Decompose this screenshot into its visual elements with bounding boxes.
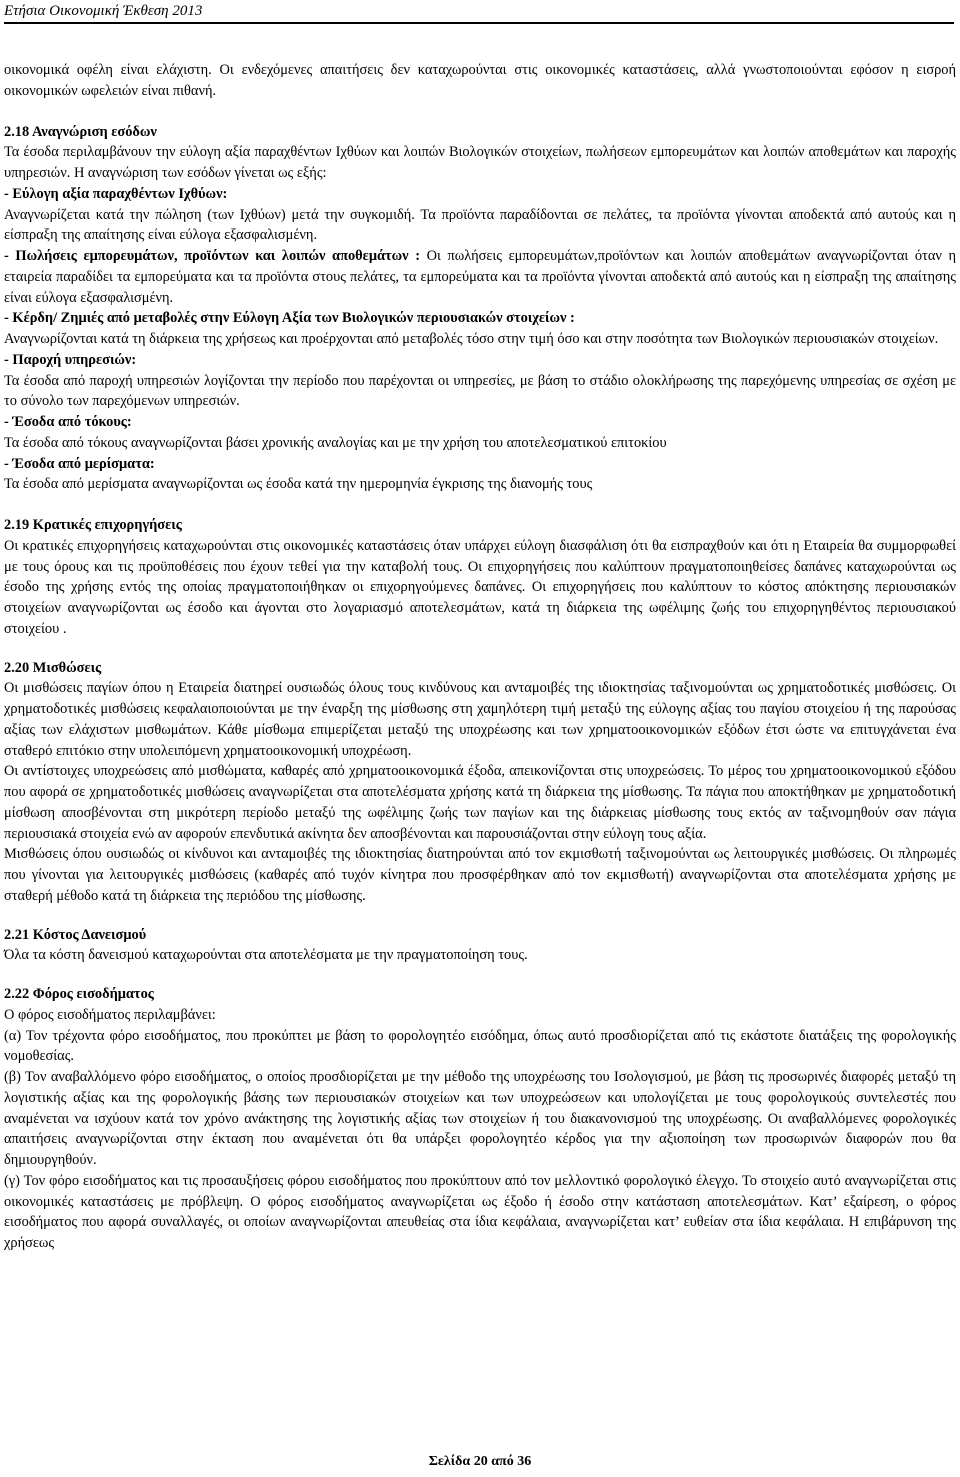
section-title-leases: 2.20 Μισθώσεις <box>4 659 102 676</box>
inline-text: Οι πωλήσεις εμπορευμάτων,προϊόντων και λοιπών αποθεμάτων αναγνωρίζονται όταν η εταιρεία παραδίδει τα εμπορεύματα και τα προϊόντα στους πελάτες, τα εμπορεύματα και τα προϊόντα γίνονται αποδεκτά από αυτούς και η είσπραξη της απαίτησης είναι εύλογα εξασφαλισμένη. <box>4 248 957 306</box>
subheading: - Έσοδα από μερίσματα: <box>4 455 155 472</box>
section-title-revenue: 2.18 Αναγνώριση εσόδων <box>4 123 157 140</box>
paragraph: Οι κρατικές επιχορηγήσεις καταχωρούνται στις οικονομικές καταστάσεις όταν υπάρχει εύλογη διασφάλιση ότι θα εισπραχθούν και ότι η Εταιρεία θα συμμορφωθεί με τους όρους και τις προϋποθέσεις που έχουν τεθεί για την καταβολή τους. Οι επιχορηγήσεις που καλύπτουν πραγματοποιηθείσες δαπάνες καταχωρούνται ως έσοδο της χρήσης εντός της οποίας πραγματοποιήθηκαν οι επιχορηγούμενες δαπάνες. Οι επιχορηγήσεις που καλύπτουν το κόστος απόκτησης περιουσιακών στοιχείων αναγνωρίζονται ως έσοδο και άγονται στο λογαριασμό αποτελεσμάτων, κατά τη διάρκεια της ωφέλιμης ζωής του επιχορηγηθέντος περιουσιακού στοιχείου . <box>4 537 956 637</box>
paragraph: Ο φόρος εισοδήματος περιλαμβάνει: <box>4 1006 216 1023</box>
document-body <box>4 60 956 1254</box>
paragraph: Τα έσοδα περιλαμβάνουν την εύλογη αξία παραχθέντων Ιχθύων και λοιπών Βιολογικών στοιχείων, πωλήσεων εμπορευμάτων και λοιπών αποθεμάτων και παροχής υπηρεσιών. Η αναγνώριση των εσόδων γίνεται ως εξής: <box>4 144 956 181</box>
page-label: Σελίδα 20 από 36 <box>428 1454 532 1469</box>
page-header <box>4 0 954 24</box>
section-title-borrowing-costs: 2.21 Κόστος Δανεισμού <box>4 926 147 943</box>
paragraph: Οι μισθώσεις παγίων όπου η Εταιρεία διατηρεί ουσιωδώς όλους τους κινδύνους και ανταμοιβές της ιδιοκτησίας ταξινομούνται ως χρηματοδοτικές μισθώσεις. Οι χρηματοδοτικές μισθώσεις κεφαλαιοποιούνται με την έναρξη της μίσθωσης στη χαμηλότερη τιμή μεταξύ της εύλογης αξίας του παγίου στοιχείου ή της παρούσας αξίας των ελάχιστων μισθωμάτων. Κάθε μίσθωμα επιμερίζεται μεταξύ της υποχρέωσης και των χρηματοοικονομικών εξόδων έτσι ώστε να επιτυγχάνεται ένα σταθερό επιτόκιο στην υπολειπόμενη χρηματοοικονομική υποχρέωση. <box>4 680 956 759</box>
paragraph: Τα έσοδα από μερίσματα αναγνωρίζονται ως έσοδα κατά την ημερομηνία έγκρισης της διανομής τους <box>4 476 593 493</box>
section-title-grants: 2.19 Κρατικές επιχορηγήσεις <box>4 517 182 533</box>
report-title: Ετήσια Οικονομική Έκθεση 2013 <box>4 3 203 19</box>
subheading: - Έσοδα από τόκους: <box>4 414 132 430</box>
paragraph: (β) Τον αναβαλλόμενο φόρο εισοδήματος, ο οποίος προσδιορίζεται με την μέθοδο της υποχρέωσης του Ισολογισμού, με βάση τις προσωρινές διαφορές μεταξύ τη λογιστικής αξίας και της φορολογικής βάσης των περιουσιακών στοιχείων και των υποχρεώσεων και υπολογίζεται με τους φορολογικούς συντελεστές που αναμένεται να ισχύουν κατά τον χρόνο ανάκτησης της λογιστικής αξίας των στοιχείων ή του διακανονισμού της υποχρέωσης. Οι αναβαλλόμενες φορολογικές απαιτήσεις αναγνωρίζονται στην έκταση που αναμένεται ότι θα υπάρξει φορολογητέο κέρδος για την αξιοποίηση των προσωρινών διαφορών που θα δημιουργηθούν. <box>4 1069 956 1168</box>
paragraph: Αναγνωρίζεται κατά την πώληση (των Ιχθύων) μετά την συγκομιδή. Τα προϊόντα παραδίδονται σε πελάτες, τα προϊόντα γίνονται αποδεκτά από αυτούς και η είσπραξη της απαίτησης είναι εύλογα εξασφαλισμένη. <box>4 206 956 244</box>
subheading: - Παροχή υπηρεσιών: <box>4 351 137 368</box>
paragraph: οικονομικά οφέλη είναι ελάχιστη. Οι ενδεχόμενες απαιτήσεις δεν καταχωρούνται στις οικονομικές καταστάσεις, αλλά γνωστοποιούνται εφόσον η εισροή οικονομικών ωφελειών είναι πιθανή. <box>4 62 956 99</box>
paragraph: Οι αντίστοιχες υποχρεώσεις από μισθώματα, καθαρές από χρηματοοικονομικά έξοδα, απεικονίζονται στις υποχρεώσεις. Το μέρος του χρηματοοικονομικού εξόδου που αφορά σε χρηματοδοτικές μισθώσεις αναγνωρίζεται στα αποτελέσματα χρήσης κατά τη διάρκεια της μίσθωσης. Τα πάγια που αποκτήθηκαν με χρηματοδοτική μίσθωση αποσβένονται στη μικρότερη περίοδο μεταξύ της ωφέλιμης ζωής των παγίων και της διάρκειας μίσθωσης τους εκτός αν ταξινομηθούν σαν πάγια περιουσιακά στοιχεία ενώ αν αφορούν επενδυτικά ακίνητα δεν αποσβένονται και παρουσιάζονται στην εύλογη τους αξία. <box>4 763 956 842</box>
section-title-income-tax: 2.22 Φόρος εισοδήματος <box>4 986 154 1002</box>
subheading: - Κέρδη/ Ζημιές από μεταβολές στην Εύλογη Αξία των Βιολογικών περιουσιακών στοιχείων : <box>4 310 575 327</box>
paragraph: Αναγνωρίζονται κατά τη διάρκεια της χρήσεως και προέρχονται από μεταβολές τόσο στην τιμή όσο και στην ποσότητα των Βιολογικών περιουσιακών στοιχείων. <box>4 331 939 347</box>
inline-heading: - Πωλήσεις εμπορευμάτων, προϊόντων και λοιπών αποθεμάτων : <box>4 248 420 264</box>
paragraph: Τα έσοδα από παροχή υπηρεσιών λογίζονται την περίοδο που παρέχονται οι υπηρεσίες, με βάση το στάδιο ολοκλήρωσης της παρεχόμενης υπηρεσίας σε σχέση με το σύνολο των παρεχόμενων υπηρεσιών. <box>4 372 956 410</box>
paragraph: Τα έσοδα από τόκους αναγνωρίζονται βάσει χρονικής αναλογίας και με την χρήση του αποτελεσματικού επιτοκίου <box>4 434 667 451</box>
paragraph: Όλα τα κόστη δανεισμού καταχωρούνται στα αποτελέσματα με την πραγματοποίηση τους. <box>4 947 528 964</box>
paragraph: (γ) Τον φόρο εισοδήματος και τις προσαυξήσεις φόρου εισοδήματος που προκύπτουν από τον μελλοντικό φορολογικό έλεγχο. Το στοιχείο αυτό αναγνωρίζεται στις οικονομικές καταστάσεις με πρόβλεψη. Ο φόρος εισοδήματος αναγνωρίζεται ως έξοδο ή έσοδο στην κατάσταση αποτελεσμάτων. Κατ’ εξαίρεση, ο φόρος εισοδήματος που αφορά συναλλαγές, οι οποίων αναγνωρίζονται απευθείας στα ίδια κεφάλαια, αναγνωρίζεται κατ’ ευθείαν στα ίδια κεφάλαια. Η επιβάρυνση της χρήσεως <box>4 1172 956 1251</box>
subheading: - Εύλογη αξία παραχθέντων Ιχθύων: <box>4 185 228 202</box>
paragraph: Μισθώσεις όπου ουσιωδώς οι κίνδυνοι και ανταμοιβές της ιδιοκτησίας διατηρούνται από τον εκμισθωτή ταξινομούνται ως λειτουργικές μισθώσεις. Οι πληρωμές που γίνονται για λειτουργικές μισθώσεις (καθαρές από τυχόν κίνητρα που προσφέρθηκαν από τον εκμισθωτή) αναγνωρίζονται στα αποτελέσματα χρήσης με σταθερή μέθοδο κατά τη διάρκεια της περιόδου της μίσθωσης. <box>4 846 956 904</box>
page-number <box>0 1454 960 1470</box>
paragraph: (α) Τον τρέχοντα φόρο εισοδήματος, που προκύπτει με βάση το φορολογητέο εισόδημα, όπως αυτό προσδιορίζεται από τις εκάστοτε διατάξεις της φορολογικής νομοθεσίας. <box>4 1027 956 1065</box>
paragraph-mixed <box>4 246 956 308</box>
